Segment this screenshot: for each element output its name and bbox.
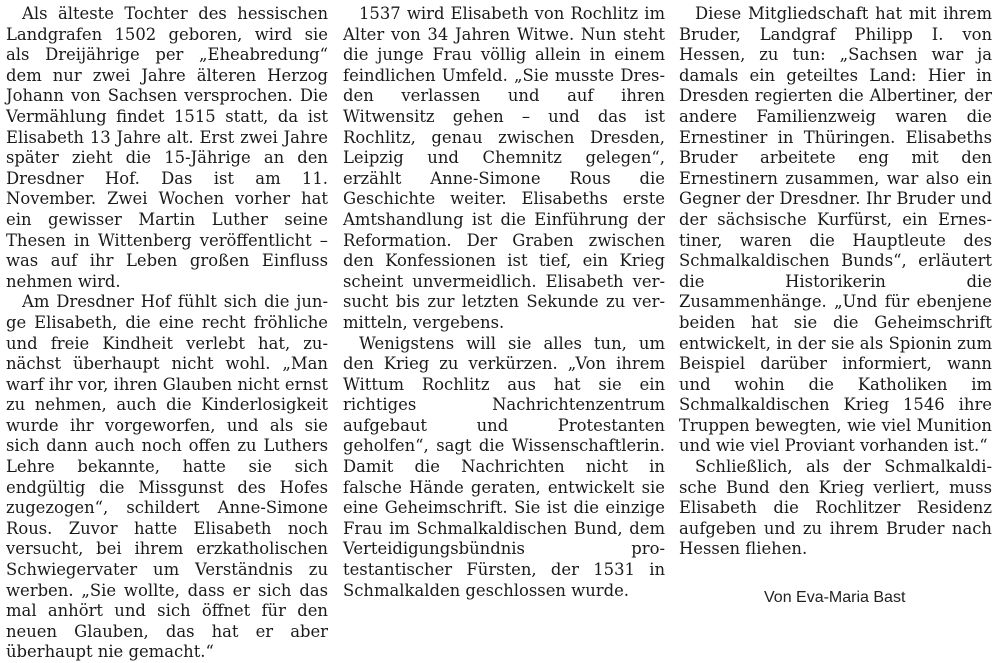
paragraph: Als älteste Tochter des hessischen Landgrafen 1502 geboren, wird sie als Dreijährige per „Eheabredung“ dem nur zwei Jahre älteren Herzog Johann von Sachsen versprochen. Die Vermählung findet 1515 statt, da ist Elisabeth 13 Jahre alt. Erst zwei Jahre später zieht die 15-Jährige an den Dresdner Hof. Das ist am 11. November. Zwei Wochen vorher hat ein gewisser Martin Luther seine Thesen in Wittenberg veröffentlicht – was auf ihr Leben großen Einfluss nehmen wird. [6,4,328,291]
article-column-1 [6,4,328,663]
article-column-2 [343,4,665,601]
paragraph: 1537 wird Elisabeth von Rochlitz im Alter von 34 Jahren Witwe. Nun steht die junge Frau völlig allein in einem feindlichen Umfeld. „Sie musste Dresden verlassen und auf ihren Witwensitz gehen – und das ist Rochlitz, genau zwischen Dresden, Leipzig und Chemnitz gelegen“, erzählt Anne-Simone Rous die Geschichte weiter. Elisabeths erste Amtshandlung ist die Einführung der Reformation. Der Graben zwischen den Konfessionen ist tief, ein Krieg scheint unvermeidlich. Elisabeth versucht bis zur letzten Sekunde zu vermitteln, vergebens. [343,4,665,332]
paragraph: Schließlich, als der Schmalkaldische Bund den Krieg verliert, muss Elisabeth die Rochlitzer Residenz aufgeben und zu ihrem Bruder nach Hessen fliehen. [679,457,992,559]
paragraph: Wenigstens will sie alles tun, um den Krieg zu verkürzen. „Von ihrem Wittum Rochlitz aus hat sie ein richtiges Nachrichtenzentrum aufgebaut und Protestanten geholfen“, sagt die Wissenschaftlerin. Damit die Nachrichten nicht in falsche Hände geraten, entwickelt sie eine Geheimschrift. Sie ist die einzige Frau im Schmalkaldischen Bund, dem Verteidigungsbündnis protestantischer Fürsten, der 1531 in Schmalkalden geschlossen wurde. [343,333,665,600]
article-column-3 [679,4,992,560]
paragraph: Diese Mitgliedschaft hat mit ihrem Bruder, Landgraf Philipp I. von Hessen, zu tun: „Sachsen war ja damals ein geteiltes Land: Hier in Dresden regierten die Albertiner, der andere Familienzweig waren die Ernestiner in Thüringen. Elisabeths Bruder arbeitete eng mit den Ernestinern zusammen, war also ein Gegner der Dresdner. Ihr Bruder und der sächsische Kurfürst, ein Ernestiner, waren die Hauptleute des Schmalkaldischen Bunds“, erläutert die Historikerin die Zusammenhänge. „Und für ebenjene beiden hat sie die Geheimschrift entwickelt, in der sie als Spionin zum Beispiel darüber informiert, wann und wohin die Katholiken im Schmalkaldischen Krieg 1546 ihre Truppen bewegten, wie viel Munition und wie viel Proviant vorhanden ist.“ [679,4,992,456]
paragraph: Am Dresdner Hof fühlt sich die junge Elisabeth, die eine recht fröhliche und freie Kindheit verlebt hat, zunächst überhaupt nicht wohl. „Man warf ihr vor, ihren Glauben nicht ernst zu nehmen, auch die Kinderlosigkeit wurde ihr vorgeworfen, und als sie sich dann auch noch offen zu Luthers Lehre bekannte, hatte sie sich endgültig die Missgunst des Hofes zugezogen“, schildert Anne-Simone Rous. Zuvor hatte Elisabeth noch versucht, bei ihrem erzkatholischen Schwiegervater um Verständnis zu werben. „Sie wollte, dass er sich das mal anhört und sich öffnet für den neuen Glauben, das hat er aber überhaupt nie gemacht.“ [6,292,328,662]
author-byline: Von Eva-Maria Bast [764,589,906,606]
